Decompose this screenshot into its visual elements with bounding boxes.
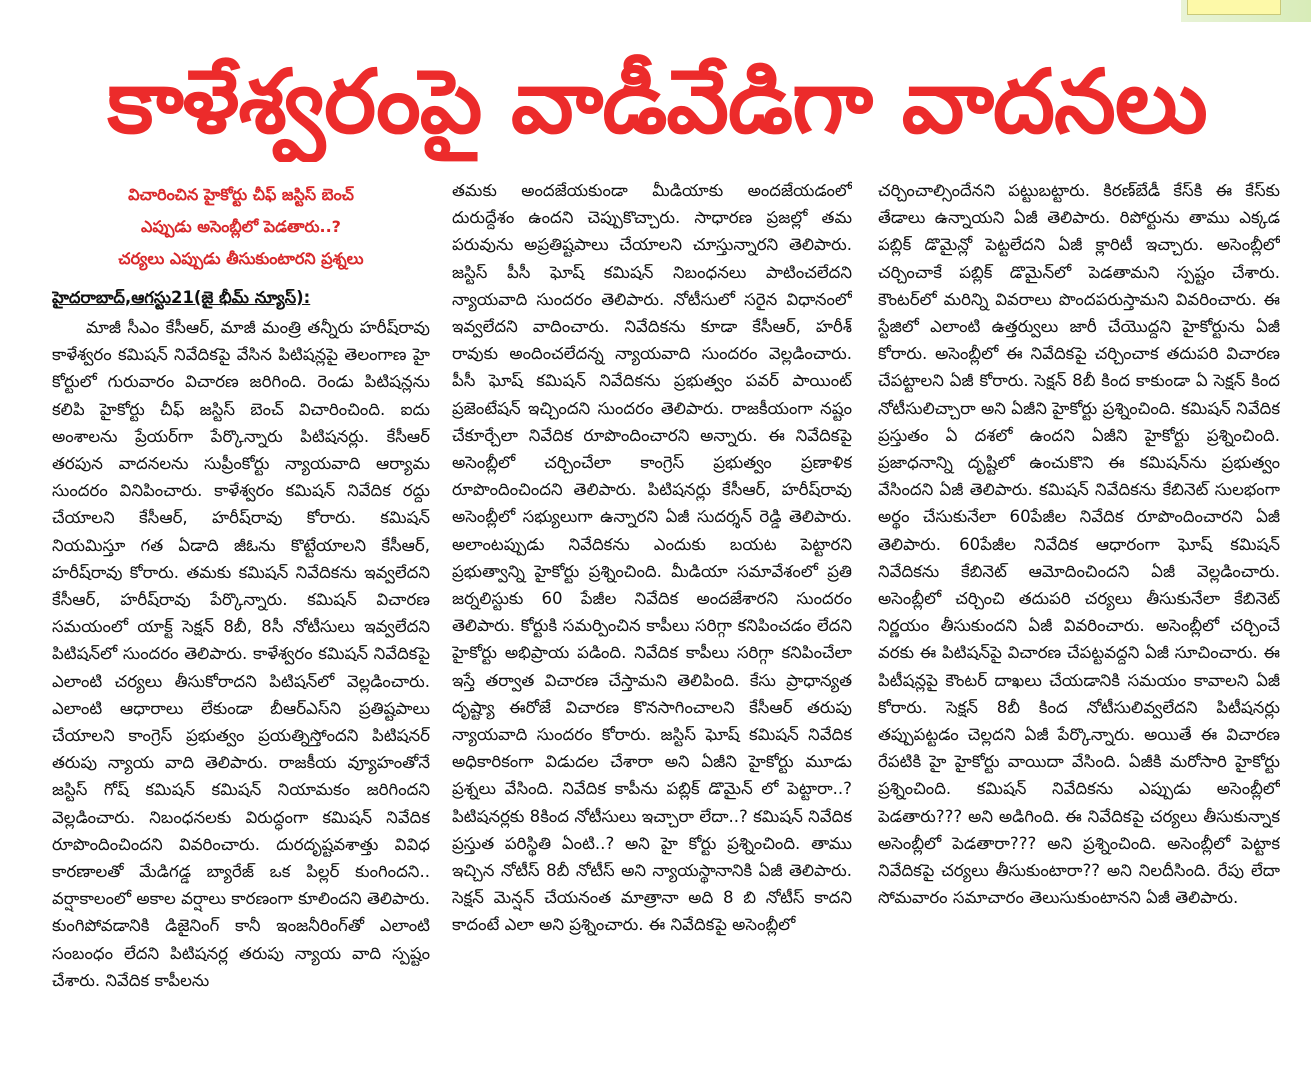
article-body-3: చర్చించాల్సిందేనని పట్టుబట్టారు. కిరణ్‌బేడీ కేస్‌కి ఈ కేస్‌కు తేడాలు ఉన్నాయని ఏజీ తెలిపారు. రిపోర్టును తాము ఎక్కడ పబ్లిక్ డొమైన్లో పెట్టలేదని ఏజీ క్లారిటీ ఇచ్చారు. అసెంబ్లీలో చర్చించాకే పబ్లిక్ డొమైన్‌లో పెడతామని స్పష్టం చేశారు. కౌంటర్‌లో మరిన్ని వివరాలు పొందపరుస్తామని వివరించారు. ఈ స్టేజిలో ఎలాంటి ఉత్తర్వులు జారీ చేయొద్దని హైకోర్టును ఏజీ కోరారు. అసెంబ్లీలో ఈ నివేదికపై చర్చించాక తదుపరి విచారణ చేపట్టాలని ఏజీ కోరారు. సెక్షన్ 8బీ కింద కాకుండా ఏ సెక్షన్ కింద నోటీసులిచ్చారా అని ఏజీని హైకోర్టు ప్రశ్నించింది. కమిషన్ నివేదిక ప్రస్తుతం ఏ దశలో ఉందని ఏజీని హైకోర్టు ప్రశ్నించింది. ప్రజాధనాన్ని దృష్టిలో ఉంచుకొని ఈ కమిషన్‌ను ప్రభుత్వం వేసిందని ఏజీ తెలిపారు. కమిషన్ నివేదికను కేబినెట్ సులభంగా అర్థం చేసుకునేలా 60పేజీల నివేదిక రూపొందించారని ఏజీ తెలిపారు. 60పేజీల నివేదిక ఆధారంగా ఘోష్ కమిషన్ నివేదికను కేబినెట్ ఆమోదించిందని ఏజీ వెల్లడించారు. అసెంబ్లీలో చర్చించి తదుపరి చర్యలు తీసుకునేలా కేబినెట్ నిర్ణయం తీసుకుందని ఏజీ వివరించారు. అసెంబ్లీలో చర్చించే వరకు ఈ పిటిషన్‌పై విచారణ చేపట్టవద్దని ఏజీ సూచించారు. ఈ పిటీషన్లపై కౌంటర్ దాఖలు చేయడానికి సమయం కావాలని ఏజీ కోరారు. సెక్షన్ 8బీ కింద నోటీసులివ్వలేదని పిటీషనర్లు తప్పుపట్టడం చెల్లదని ఏజీ పేర్కొన్నారు. అయితే ఈ విచారణ రేపటికి హై హైకోర్టు వాయిదా వేసింది. ఏజీకి మరోసారి హైకోర్టు ప్రశ్నించింది. కమిషన్ నివేదికను ఎప్పుడు అసెంబ్లీలో పెడతారు??? అని అడిగింది. ఈ నివేదికపై చర్యలు తీసుకున్నాక అసెంబ్లీలో పెడతారా??? అని ప్రశ్నించింది. అసెంబ్లీలో పెట్టాక నివేదికపై చర్యలు తీసుకుంటారా?? అని నిలదీసింది. రేపు లేదా సోమవారం సమాచారం తెలుసుకుంటానని ఏజీ తెలిపారు. [878,181,1280,908]
subheading-3: చర్యలు ఎప్పుడు తీసుకుంటారని ప్రశ్నలు [118,249,364,268]
article-column-1 [52,180,430,1080]
subheading-1: విచారించిన హైకోర్టు చీఫ్ జస్టిస్ బెంచ్ [128,185,354,204]
dateline: హైదరాబాద్,ఆగస్టు21(జై భీమ్ న్యూస్): [52,288,311,307]
subheading-2: ఎప్పుడు అసెంబ్లీలో పెడతారు..? [141,217,341,236]
article-body-2: తమకు అందజేయకుండా మీడియాకు అందజేయడంలో దురుద్దేశం ఉందని చెప్పుకొచ్చారు. సాధారణ ప్రజల్లో తమ పరువును అప్రతిష్టపాలు చేయాలని చూస్తున్నారని తెలిపారు. జస్టిస్ పీసీ ఘోష్ కమిషన్ నిబంధనలు పాటించలేదని న్యాయవాది సుందరం తెలిపారు. నోటీసులో సరైన విధానంలో ఇవ్వలేదని వాదించారు. నివేదికను కూడా కేసీఆర్, హరీశ్ రావుకు అందించలేదన్న న్యాయవాది సుందరం వెల్లడించారు. పీసీ ఘోష్ కమిషన్ నివేదికను ప్రభుత్వం పవర్ పాయింట్ ప్రజెంటేషన్ ఇచ్చిందని సుందరం తెలిపారు. రాజకీయంగా నష్టం చేకూర్చేలా నివేదిక రూపొందించారని అన్నారు. ఈ నివేదికపై అసెంబ్లీలో చర్చించేలా కాంగ్రెస్ ప్రభుత్వం ప్రణాళిక రూపొందించిందని తెలిపారు. పిటిషనర్లు కేసీఆర్, హరీష్‌రావు అసెంబ్లీలో సభ్యులుగా ఉన్నారని ఏజీ సుదర్శన్ రెడ్డి తెలిపారు. అలాంటప్పుడు నివేదికను ఎందుకు బయట పెట్టారని ప్రభుత్వాన్ని హైకోర్టు ప్రశ్నించింది. మీడియా సమావేశంలో ప్రతి జర్నలిస్టుకు 60 పేజీల నివేదిక అందజేశారని సుందరం తెలిపారు. కోర్టుకి సమర్పించిన కాపీలు సరిగ్గా కనిపించడం లేదని హైకోర్టు అభిప్రాయ పడింది. నివేదిక కాపీలు సరిగ్గా కనిపించేలా ఇస్తే తర్వాత విచారణ చేస్తామని తెలిపింది. కేసు ప్రాధాన్యత దృష్ట్యా ఈరోజే విచారణ కొనసాగించాలని కేసీఆర్ తరుపు న్యాయవాది సుందరం కోరారు. జస్టిస్ ఘోష్ కమిషన్ నివేదిక అధికారికంగా విడుదల చేశారా అని ఏజీని హైకోర్టు మూడు ప్రశ్నలు వేసింది. నివేదిక కాపీను పబ్లిక్ డొమైన్ లో పెట్టారా..? పిటిషనర్లకు 8కింద నోటీసులు ఇచ్చారా లేదా..? కమిషన్ నివేదిక ప్రస్తుత పరిస్థితి ఏంటి..? అని హై కోర్టు ప్రశ్నించింది. తాము ఇచ్చిన నోటీస్ 8బీ నోటీస్ అని న్యాయస్థానానికి ఏజీ తెలిపారు. సెక్షన్ మెన్షన్ చేయనంత మాత్రానా అది 8 బి నోటీస్ కాదని కాదంటే ఎలా అని ప్రశ్నించారు. ఈ నివేదికపై అసెంబ్లీలో [452,181,852,935]
corner-tag [1187,0,1281,15]
article-body-1: మాజీ సీఎం కేసీఆర్, మాజీ మంత్రి తన్నీరు హరీష్‌రావు కాళేశ్వరం కమిషన్ నివేదికపై వేసిన పిటిషన్లపై తెలంగాణ హై కోర్టులో గురువారం విచారణ జరిగింది. రెండు పిటిషన్లను కలిపి హైకోర్టు చీఫ్ జస్టిస్ బెంచ్ విచారించింది. ఐదు అంశాలను ప్రేయర్‌గా పేర్కొన్నారు పిటిషనర్లు. కేసీఆర్ తరపున వాదనలను సుప్రీంకోర్టు న్యాయవాది ఆర్యామ సుందరం వినిపించారు. కాళేశ్వరం కమిషన్ నివేదిక రద్దు చేయాలని కేసీఆర్, హరీష్‌రావు కోరారు. కమిషన్ నియమిస్తూ గత ఏడాది జీఓను కొట్టేయాలని కేసీఆర్, హరీష్‌రావు కోరారు. తమకు కమిషన్ నివేదికను ఇవ్వలేదని కేసీఆర్, హరీష్‌రావు పేర్కొన్నారు. కమిషన్ విచారణ సమయంలో యాక్ట్ సెక్షన్ 8బీ, 8సీ నోటీసులు ఇవ్వలేదని పిటిషన్‌లో సుందరం తెలిపారు. కాళేశ్వరం కమిషన్ నివేదికపై ఎలాంటి చర్యలు తీసుకోరాదని పిటిషన్‌లో వెల్లడించారు. ఎలాంటి ఆధారాలు లేకుండా బీఆర్ఎస్‌ని ప్రతిష్టపాలు చేయాలని కాంగ్రెస్ ప్రభుత్వం ప్రయత్నిస్తోందని పిటిషనర్ తరుపు న్యాయ వాది తెలిపారు. రాజకీయ వ్యూహంతోనే జస్టిస్ గోష్ కమిషన్ కమిషన్ నియామకం జరిగిందని వెల్లడించారు. నిబంధనలకు విరుద్ధంగా కమిషన్ నివేదిక రూపొందించిందని వివరించారు. దురదృష్టవశాత్తు వివిధ కారణాలతో మేడిగడ్డ బ్యారేజ్ ఒక పిల్లర్ కుంగిందని.. వర్షాకాలంలో అకాల వర్షాలు కారణంగా కూలిందని తెలిపారు. కుంగిపోవడానికి డిజైనింగ్ కానీ ఇంజనీరింగ్‌తో ఎలాంటి సంబంధం లేదని పిటిషనర్ల తరుపు న్యాయ వాది స్పష్టం చేశారు. నివేదిక కాపీలను [52,318,430,990]
article-column-2 [452,180,852,1080]
article-column-3 [878,180,1280,1080]
headline: కాళేశ్వరంపై వాడీవేడిగా వాదనలు [107,50,1207,153]
